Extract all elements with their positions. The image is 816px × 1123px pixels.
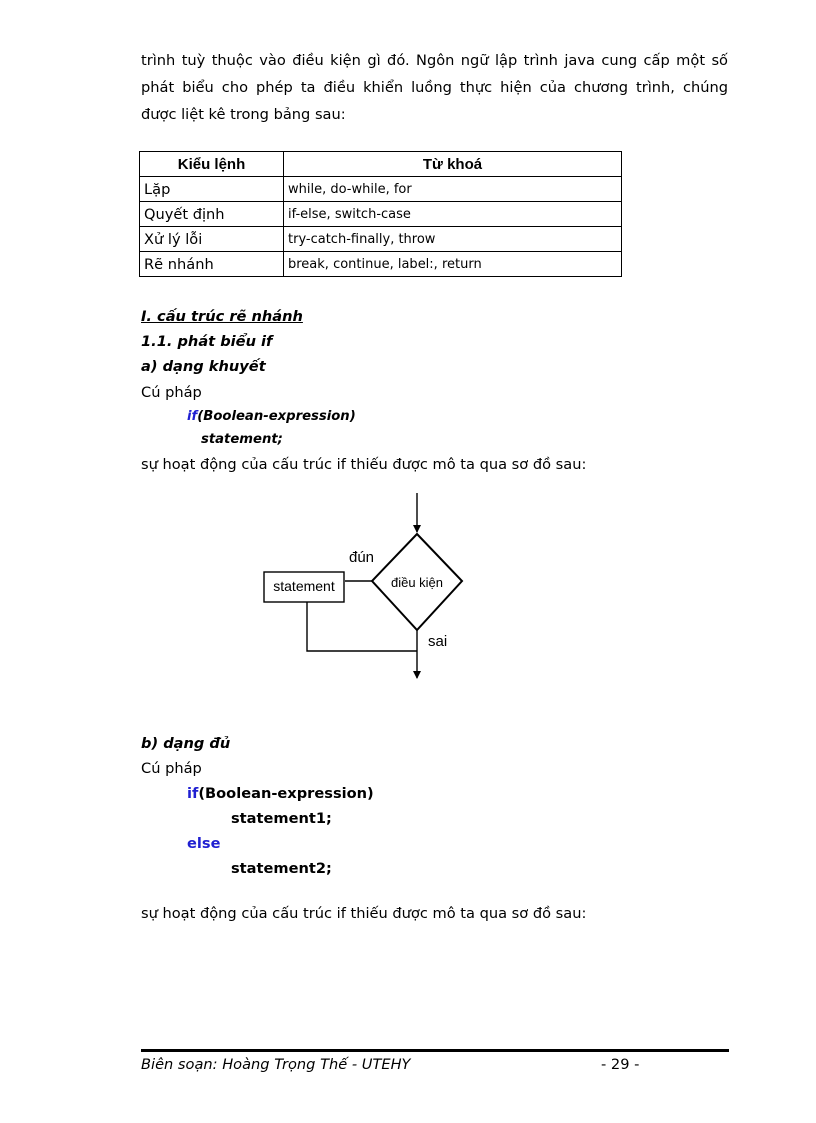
flow-description: sự hoạt động của cấu trúc if thiếu được mô ta qua sơ đồ sau: xyxy=(141,905,587,922)
table-cell: Lặp xyxy=(140,177,284,202)
statement-label: statement xyxy=(273,578,335,594)
table-header-cell: Kiểu lệnh xyxy=(140,152,284,177)
keyword-if: if xyxy=(187,409,198,424)
page-number: - 29 - xyxy=(601,1056,640,1073)
table-cell: while, do-while, for xyxy=(284,177,622,202)
condition-expression: (Boolean-expression) xyxy=(198,785,374,802)
subsection-title: 1.1. phát biểu if xyxy=(141,333,273,350)
form-a-heading: a) dạng khuyết xyxy=(141,358,266,375)
footer-author: Biên soạn: Hoàng Trọng Thế - UTEHY xyxy=(141,1056,411,1073)
footer-divider xyxy=(141,1049,729,1052)
table-cell: break, continue, label:, return xyxy=(284,252,622,277)
form-b-heading: b) dạng đủ xyxy=(141,735,231,752)
code-line-statement2: statement2; xyxy=(231,860,332,877)
flow-description: sự hoạt động của cấu trúc if thiếu được mô ta qua sơ đồ sau: xyxy=(141,456,587,473)
intro-line-2: phát biểu cho phép ta điều khiển luồng thực hiện của chương trình, chúng xyxy=(141,79,728,96)
table-cell: Quyết định xyxy=(140,202,284,227)
code-line-statement: statement; xyxy=(201,432,283,447)
table-cell: Xử lý lỗi xyxy=(140,227,284,252)
table-cell: try-catch-finally, throw xyxy=(284,227,622,252)
table-cell: Rẽ nhánh xyxy=(140,252,284,277)
syntax-label: Cú pháp xyxy=(141,384,202,401)
keyword-if: if xyxy=(187,785,199,802)
table-cell: if-else, switch-case xyxy=(284,202,622,227)
syntax-label: Cú pháp xyxy=(141,760,202,777)
intro-line-3: được liệt kê trong bảng sau: xyxy=(141,106,346,123)
condition-label: điều kiện xyxy=(390,575,444,590)
code-line-statement1: statement1; xyxy=(231,810,332,827)
condition-expression: (Boolean-expression) xyxy=(197,409,356,424)
keyword-else: else xyxy=(187,835,221,852)
table-header-cell: Từ khoá xyxy=(284,152,622,177)
section-title: I. cấu trúc rẽ nhánh xyxy=(141,308,303,325)
intro-line-1: trình tuỳ thuộc vào điều kiện gì đó. Ngôn ngữ lập trình java cung cấp một số xyxy=(141,52,728,69)
true-label: đún xyxy=(349,549,375,566)
code-line-if xyxy=(187,785,374,802)
false-label: sai xyxy=(428,633,448,650)
